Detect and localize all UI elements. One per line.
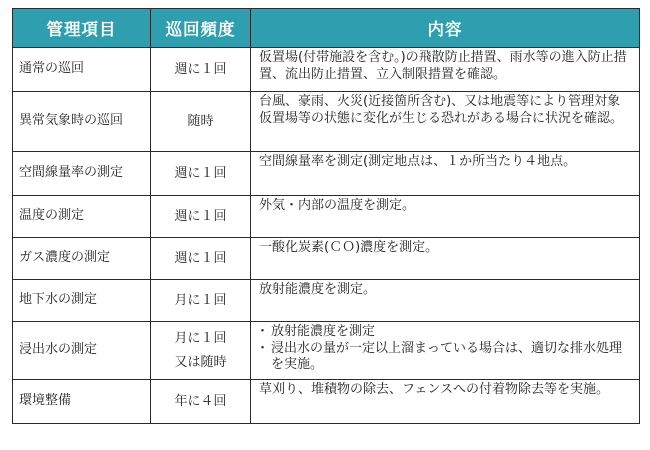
frequency-cell — [151, 322, 251, 380]
content-cell — [251, 92, 640, 152]
content-text: 空間線量率を測定(測定地点は、１か所当たり４地点。 — [259, 154, 577, 169]
content-text: 草刈り、堆積物の除去、フェンスへの付着物除去等を実施。 — [259, 382, 609, 397]
content-cell — [251, 280, 640, 322]
frequency-cell — [151, 380, 251, 424]
frequency-text: 週に１回 — [174, 250, 227, 266]
content-text: 台風、豪雨、火災(近接箇所含む)、又は地震等により管理対象仮置場等の状態に変化が生じる恐れがある場合に状況を確認。 — [259, 94, 624, 126]
frequency-cell — [151, 238, 251, 280]
frequency-text: 又は随時 — [174, 354, 227, 370]
management-item-cell: 温度の測定 — [13, 196, 151, 238]
content-cell — [251, 196, 640, 238]
content-text: 一酸化炭素(ＣＯ)濃度を測定。 — [259, 240, 439, 255]
table-body — [13, 48, 640, 424]
content-text: 外気・内部の温度を測定。 — [259, 198, 416, 213]
management-table — [12, 8, 640, 424]
table-header — [13, 9, 640, 48]
frequency-text: 週に１回 — [174, 208, 227, 224]
management-item-cell: 地下水の測定 — [13, 280, 151, 322]
table-row — [13, 92, 640, 152]
content-cell — [251, 322, 640, 380]
table-row — [13, 152, 640, 196]
content-cell — [251, 48, 640, 92]
content-cell — [251, 238, 640, 280]
content-text: 放射能濃度を測定。 — [259, 282, 377, 297]
frequency-text: 月に１回 — [174, 330, 227, 346]
table-row — [13, 238, 640, 280]
frequency-cell — [151, 280, 251, 322]
frequency-cell — [151, 196, 251, 238]
frequency-cell — [151, 92, 251, 152]
management-item-cell: 通常の巡回 — [13, 48, 151, 92]
frequency-text: 月に１回 — [174, 292, 227, 308]
frequency-text: 随時 — [187, 113, 214, 129]
content-bullet-item: ・ 浸出水の量が一定以上溜まっている場合は、適切な排水処理を実施。 — [259, 341, 633, 374]
table-row — [13, 280, 640, 322]
management-item-cell: 環境整備 — [13, 380, 151, 424]
header-content: 内容 — [251, 9, 640, 48]
header-item: 管理項目 — [13, 9, 151, 48]
content-bullet-item: ・ 放射能濃度を測定 — [259, 324, 633, 341]
management-item-cell: ガス濃度の測定 — [13, 238, 151, 280]
table-row — [13, 322, 640, 380]
header-frequency: 巡回頻度 — [151, 9, 251, 48]
frequency-cell — [151, 48, 251, 92]
frequency-text: 週に１回 — [174, 165, 227, 181]
header-row — [13, 9, 640, 48]
frequency-cell — [151, 152, 251, 196]
content-cell — [251, 152, 640, 196]
frequency-text: 年に４回 — [174, 393, 227, 409]
content-bullet-list — [259, 324, 633, 374]
table-row — [13, 48, 640, 92]
management-item-cell: 浸出水の測定 — [13, 322, 151, 380]
table-row — [13, 380, 640, 424]
table-row — [13, 196, 640, 238]
management-item-cell: 空間線量率の測定 — [13, 152, 151, 196]
content-cell — [251, 380, 640, 424]
content-text: 仮置場(付帯施設を含む。)の飛散防止措置、雨水等の進入防止措置、流出防止措置、立入制限措置を確認。 — [259, 50, 627, 82]
management-item-cell: 異常気象時の巡回 — [13, 92, 151, 152]
frequency-text: 週に１回 — [174, 61, 227, 77]
